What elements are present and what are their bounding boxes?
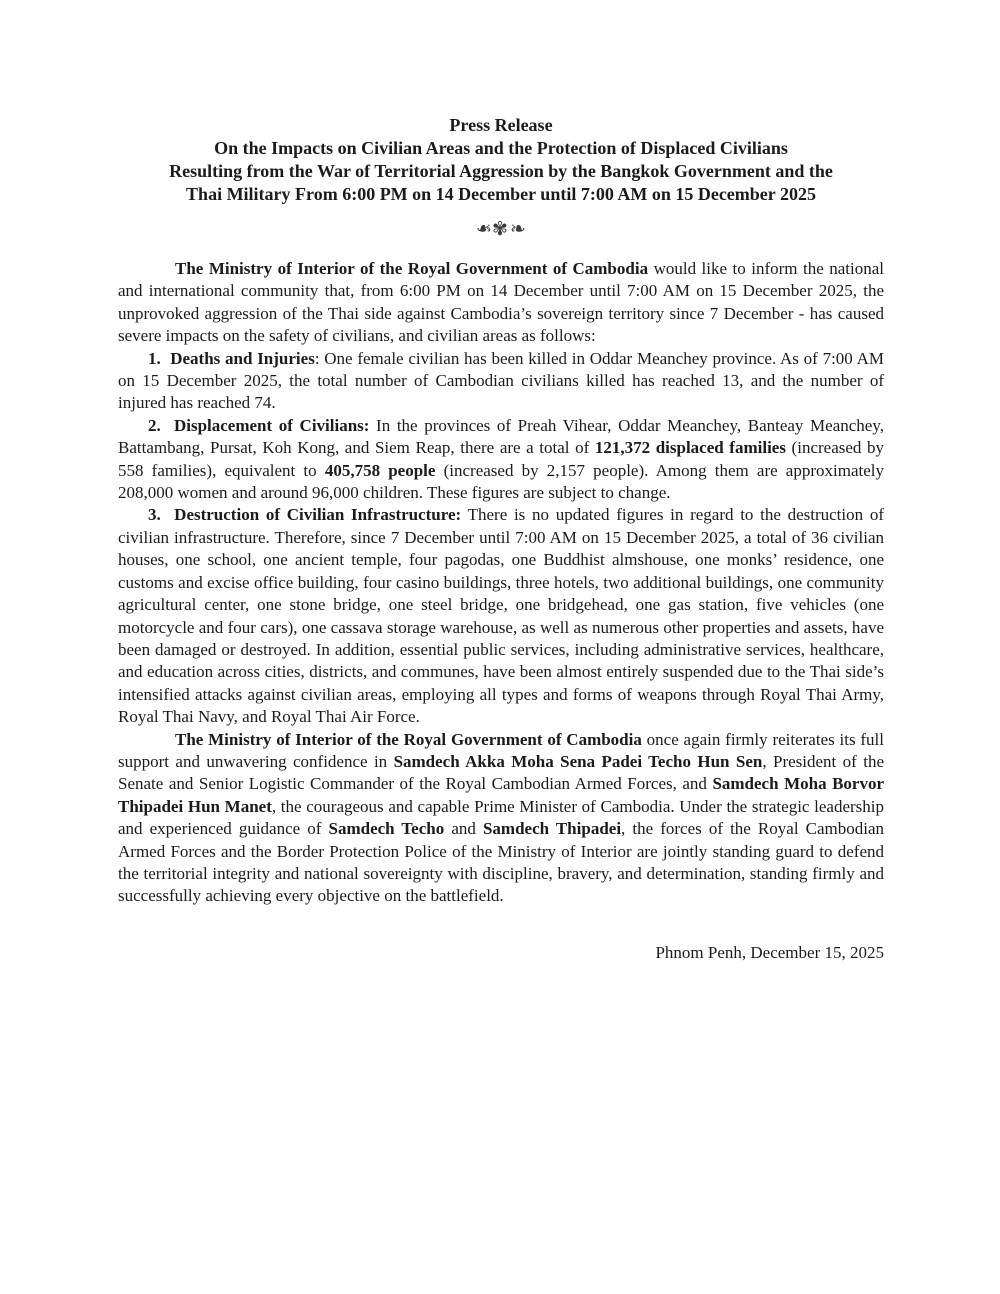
- text-run: (increased by 558 families), equivalent to: [118, 438, 884, 480]
- bold-text-run: Samdech Akka Moha Sena Padei Techo Hun Sen: [393, 751, 763, 771]
- title-line: Press Release: [449, 115, 553, 135]
- text-run: and: [444, 819, 483, 839]
- paragraph: [118, 348, 884, 415]
- title-line: On the Impacts on Civilian Areas and the Protection of Displaced Civilians: [214, 138, 788, 158]
- bold-text-run: 1. Deaths and Injuries: [148, 348, 315, 368]
- bold-text-run: 2. Displacement of Civilians:: [148, 415, 370, 435]
- ornament-left-swirl-icon: ❧: [474, 218, 493, 240]
- text-run: once again firmly reiterates its full support and unwavering confidence in: [118, 729, 884, 771]
- bold-text-run: 405,758 people: [324, 460, 436, 480]
- document-title: [118, 114, 884, 206]
- bold-text-run: Samdech Thipadei: [482, 819, 622, 839]
- bold-text-run: The Ministry of Interior of the Royal Government of Cambodia: [175, 729, 642, 749]
- text-run: : One female civilian has been killed in Oddar Meanchey province. As of 7:00 AM on 15 December 2025, the total number of Cambodian civilians killed has reached 13, and the number of injured has reached 74.: [118, 348, 884, 413]
- ornament-flower-icon: ✾: [492, 218, 510, 240]
- text-run: , the forces of the Royal Cambodian Armed Forces and the Border Protection Police of the Ministry of Interior are jointly standing guard to defend the territorial integrity and national sovereignty with discipline, bravery, and determination, standing firmly and successfully achieving every objective on the battlefield.: [118, 819, 884, 906]
- document-body: [118, 258, 884, 908]
- bold-text-run: The Ministry of Interior of the Royal Government of Cambodia: [175, 259, 649, 278]
- ornament-right-swirl-icon: ❧: [509, 218, 528, 240]
- text-run: , the courageous and capable Prime Minister of Cambodia. Under the strategic leadership and experienced guidance of: [118, 796, 884, 839]
- paragraph: [118, 415, 884, 505]
- bold-text-run: Samdech Moha Borvor Thipadei Hun Manet: [118, 774, 885, 816]
- text-run: In the provinces of Preah Vihear, Oddar Meanchey, Banteay Meanchey, Battambang, Pursat, Koh Kong, and Siem Reap, there are a total of: [118, 415, 884, 458]
- text-run: (increased by 2,157 people). Among them are approximately 208,000 women and around 96,000 children. These figures are subject to change.: [118, 460, 884, 503]
- text-run: , President of the Senate and Senior Logistic Commander of the Royal Cambodian Armed Forces, and: [118, 751, 884, 794]
- title-line: Resulting from the War of Territorial Aggression by the Bangkok Government and the: [169, 161, 833, 181]
- paragraph: [118, 504, 884, 728]
- floral-ornament-icon: [118, 216, 884, 242]
- text-run: would like to inform the national and international community that, from 6:00 PM on 14 December until 7:00 AM on 15 December 2025, the unprovoked aggression of the Thai side against Cambodia’s sovereign territory since 7 December - has caused severe impacts on the safety of civilians, and civilian areas as follows:: [118, 259, 885, 346]
- paragraph: [118, 729, 884, 908]
- text-run: There is no updated figures in regard to the destruction of civilian infrastructure. Therefore, since 7 December until 7:00 AM on 15 December 2025, a total of 36 civilian houses, one school, one ancient temple, four pagodas, one Buddhist almshouse, one monks’ residence, one customs and excise office building, four casino buildings, three hotels, two additional buildings, one community agricultural center, one stone bridge, one steel bridge, one bridgehead, one gas station, five vehicles (one motorcycle and four cars), one cassava storage warehouse, as well as numerous other properties and assets, have been damaged or destroyed. In addition, essential public services, including administrative services, healthcare, and education across cities, districts, and communes, have been almost entirely suspended due to the Thai side’s intensified attacks against civilian areas, employing all types and forms of weapons through Royal Thai Army, Royal Thai Navy, and Royal Thai Air Force.: [118, 505, 884, 727]
- title-line: Thai Military From 6:00 PM on 14 December until 7:00 AM on 15 December 2025: [186, 184, 816, 204]
- dateline: Phnom Penh, December 15, 2025: [655, 942, 884, 962]
- bold-text-run: 3. Destruction of Civilian Infrastructure:: [148, 505, 462, 525]
- paragraph: [118, 258, 884, 348]
- bold-text-run: 121,372 displaced families: [594, 438, 786, 458]
- bold-text-run: Samdech Techo: [328, 819, 445, 839]
